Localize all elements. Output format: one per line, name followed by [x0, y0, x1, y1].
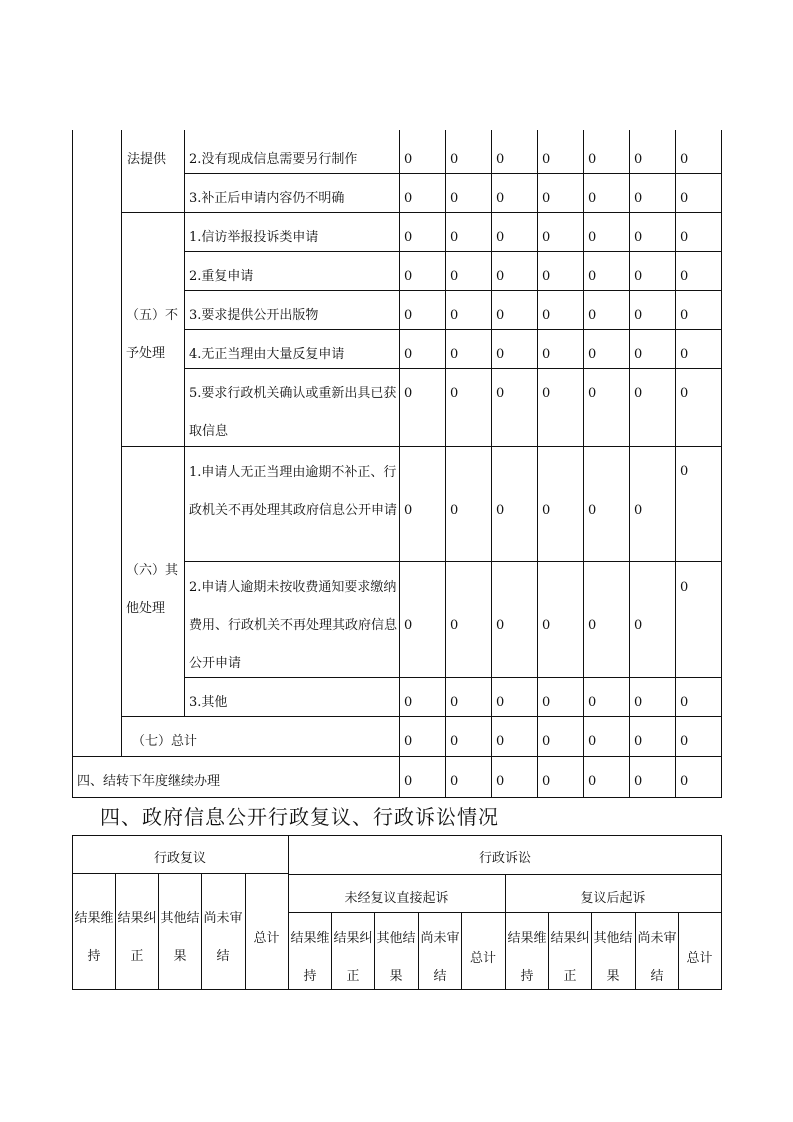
category-label: （六）其他处理 — [126, 563, 179, 616]
value-cell: 0 — [496, 734, 505, 749]
col-total: 总计 — [469, 951, 496, 966]
value-cell: 0 — [634, 191, 643, 206]
value-cell: 0 — [404, 618, 413, 633]
grid-line — [72, 756, 722, 757]
value-cell: 0 — [542, 618, 551, 633]
value-cell: 0 — [404, 503, 413, 518]
grid-line — [399, 130, 400, 798]
grid-line — [184, 290, 722, 291]
value-cell: 0 — [634, 230, 643, 245]
value-cell: 0 — [496, 230, 505, 245]
admin-litigation-header: 行政诉讼 — [478, 851, 531, 866]
row-label: 1.信访举报投诉类申请 — [189, 230, 319, 245]
row-label: 1.申请人无正当理由逾期不补正、行政机关不再处理其政府信息公开申请 — [189, 465, 398, 518]
value-cell: 0 — [450, 503, 459, 518]
grid-line — [184, 329, 722, 330]
grid-line — [201, 873, 202, 990]
value-cell: 0 — [450, 618, 459, 633]
section-heading: 四、政府信息公开行政复议、行政诉讼情况 — [100, 805, 499, 829]
value-cell: 0 — [542, 152, 551, 167]
value-cell: 0 — [588, 230, 597, 245]
value-cell: 0 — [450, 386, 459, 401]
row-label: 2.申请人逾期未按收费通知要求缴纳费用、行政机关不再处理其政府信息公开申请 — [189, 580, 398, 671]
value-cell: 0 — [634, 347, 643, 362]
value-cell: 0 — [634, 503, 643, 518]
row-label: 2.重复申请 — [189, 269, 254, 284]
value-cell: 0 — [450, 191, 459, 206]
value-cell: 0 — [496, 774, 505, 789]
value-cell: 0 — [542, 347, 551, 362]
col-other: 其他结果 — [376, 931, 416, 984]
value-cell: 0 — [496, 386, 505, 401]
value-cell: 0 — [404, 774, 413, 789]
value-cell: 0 — [680, 191, 689, 206]
grid-line — [635, 912, 636, 990]
grid-line — [331, 912, 332, 990]
grid-line — [491, 130, 492, 798]
category-label: 法提供 — [127, 152, 167, 167]
value-cell: 0 — [634, 386, 643, 401]
grid-line — [418, 912, 419, 990]
value-cell: 0 — [496, 269, 505, 284]
value-cell: 0 — [404, 734, 413, 749]
grid-line — [72, 873, 288, 874]
value-cell: 0 — [588, 191, 597, 206]
value-cell: 0 — [634, 269, 643, 284]
col-other: 其他结果 — [160, 911, 200, 964]
row-label: 2.没有现成信息需要另行制作 — [189, 152, 358, 167]
value-cell: 0 — [496, 695, 505, 710]
value-cell: 0 — [680, 230, 689, 245]
value-cell: 0 — [496, 618, 505, 633]
value-cell: 0 — [634, 734, 643, 749]
col-corrected: 结果纠正 — [333, 931, 373, 984]
value-cell: 0 — [450, 774, 459, 789]
value-cell: 0 — [404, 386, 413, 401]
value-cell: 0 — [588, 503, 597, 518]
value-cell: 0 — [680, 152, 689, 167]
value-cell: 0 — [450, 347, 459, 362]
col-pending: 尚未审结 — [203, 911, 243, 964]
grid-line — [121, 130, 122, 756]
value-cell: 0 — [404, 152, 413, 167]
grid-line — [675, 130, 676, 798]
value-cell: 0 — [680, 386, 689, 401]
col-corrected: 结果纠正 — [550, 931, 590, 984]
value-cell: 0 — [496, 308, 505, 323]
value-cell: 0 — [680, 464, 689, 479]
value-cell: 0 — [588, 386, 597, 401]
total-label: （七）总计 — [132, 734, 198, 749]
value-cell: 0 — [450, 695, 459, 710]
value-cell: 0 — [404, 308, 413, 323]
value-cell: 0 — [634, 695, 643, 710]
grid-line — [121, 716, 722, 717]
row-label: 3.补正后申请内容仍不明确 — [189, 191, 345, 206]
grid-line — [72, 130, 73, 798]
admin-review-header: 行政复议 — [153, 851, 206, 866]
col-pending: 尚未审结 — [420, 931, 460, 984]
value-cell: 0 — [404, 347, 413, 362]
carry-over-label: 四、结转下年度继续办理 — [77, 774, 221, 789]
value-cell: 0 — [450, 734, 459, 749]
value-cell: 0 — [588, 347, 597, 362]
value-cell: 0 — [634, 774, 643, 789]
value-cell: 0 — [450, 152, 459, 167]
value-cell: 0 — [588, 269, 597, 284]
row-label: 5.要求行政机关确认或重新出具已获取信息 — [189, 386, 397, 439]
grid-line — [72, 835, 722, 836]
grid-line — [184, 561, 722, 562]
direct-suit-header: 未经复议直接起诉 — [344, 891, 449, 906]
grid-line — [184, 368, 722, 369]
grid-line — [115, 873, 116, 990]
value-cell: 0 — [680, 734, 689, 749]
grid-line — [184, 251, 722, 252]
value-cell: 0 — [588, 618, 597, 633]
grid-line — [184, 130, 185, 716]
category-label: （五）不予处理 — [126, 308, 179, 361]
value-cell: 0 — [680, 308, 689, 323]
value-cell: 0 — [680, 695, 689, 710]
grid-line — [184, 173, 722, 174]
col-maintained: 结果维持 — [74, 911, 114, 964]
value-cell: 0 — [542, 269, 551, 284]
value-cell: 0 — [496, 152, 505, 167]
value-cell: 0 — [542, 695, 551, 710]
grid-line — [537, 130, 538, 798]
value-cell: 0 — [542, 191, 551, 206]
value-cell: 0 — [404, 269, 413, 284]
grid-line — [591, 912, 592, 990]
value-cell: 0 — [680, 269, 689, 284]
value-cell: 0 — [496, 191, 505, 206]
value-cell: 0 — [404, 695, 413, 710]
col-maintained: 结果维持 — [507, 931, 547, 984]
value-cell: 0 — [680, 347, 689, 362]
value-cell: 0 — [450, 269, 459, 284]
value-cell: 0 — [588, 774, 597, 789]
value-cell: 0 — [542, 734, 551, 749]
value-cell: 0 — [542, 386, 551, 401]
grid-line — [721, 130, 722, 798]
value-cell: 0 — [542, 774, 551, 789]
value-cell: 0 — [542, 308, 551, 323]
value-cell: 0 — [542, 503, 551, 518]
value-cell: 0 — [496, 347, 505, 362]
value-cell: 0 — [634, 308, 643, 323]
col-other: 其他结果 — [593, 931, 633, 984]
value-cell: 0 — [588, 308, 597, 323]
col-corrected: 结果纠正 — [117, 911, 157, 964]
value-cell: 0 — [588, 695, 597, 710]
row-label: 4.无正当理由大量反复申请 — [189, 347, 345, 362]
value-cell: 0 — [680, 580, 689, 595]
after-review-suit-header: 复议后起诉 — [580, 891, 646, 906]
value-cell: 0 — [588, 734, 597, 749]
value-cell: 0 — [496, 503, 505, 518]
value-cell: 0 — [450, 230, 459, 245]
value-cell: 0 — [634, 152, 643, 167]
grid-line — [121, 212, 722, 213]
value-cell: 0 — [450, 308, 459, 323]
grid-line — [583, 130, 584, 798]
value-cell: 0 — [404, 191, 413, 206]
grid-line — [72, 797, 722, 798]
value-cell: 0 — [634, 618, 643, 633]
col-maintained: 结果维持 — [290, 931, 330, 984]
grid-line — [548, 912, 549, 990]
row-label: 3.其他 — [189, 695, 228, 710]
value-cell: 0 — [404, 230, 413, 245]
grid-line — [445, 130, 446, 798]
grid-line — [158, 873, 159, 990]
row-label: 3.要求提供公开出版物 — [189, 308, 319, 323]
grid-line — [629, 130, 630, 798]
grid-line — [374, 912, 375, 990]
value-cell: 0 — [542, 230, 551, 245]
value-cell: 0 — [588, 152, 597, 167]
col-pending: 尚未审结 — [637, 931, 677, 984]
col-total: 总计 — [686, 951, 713, 966]
value-cell: 0 — [680, 774, 689, 789]
col-total: 总计 — [253, 931, 280, 946]
